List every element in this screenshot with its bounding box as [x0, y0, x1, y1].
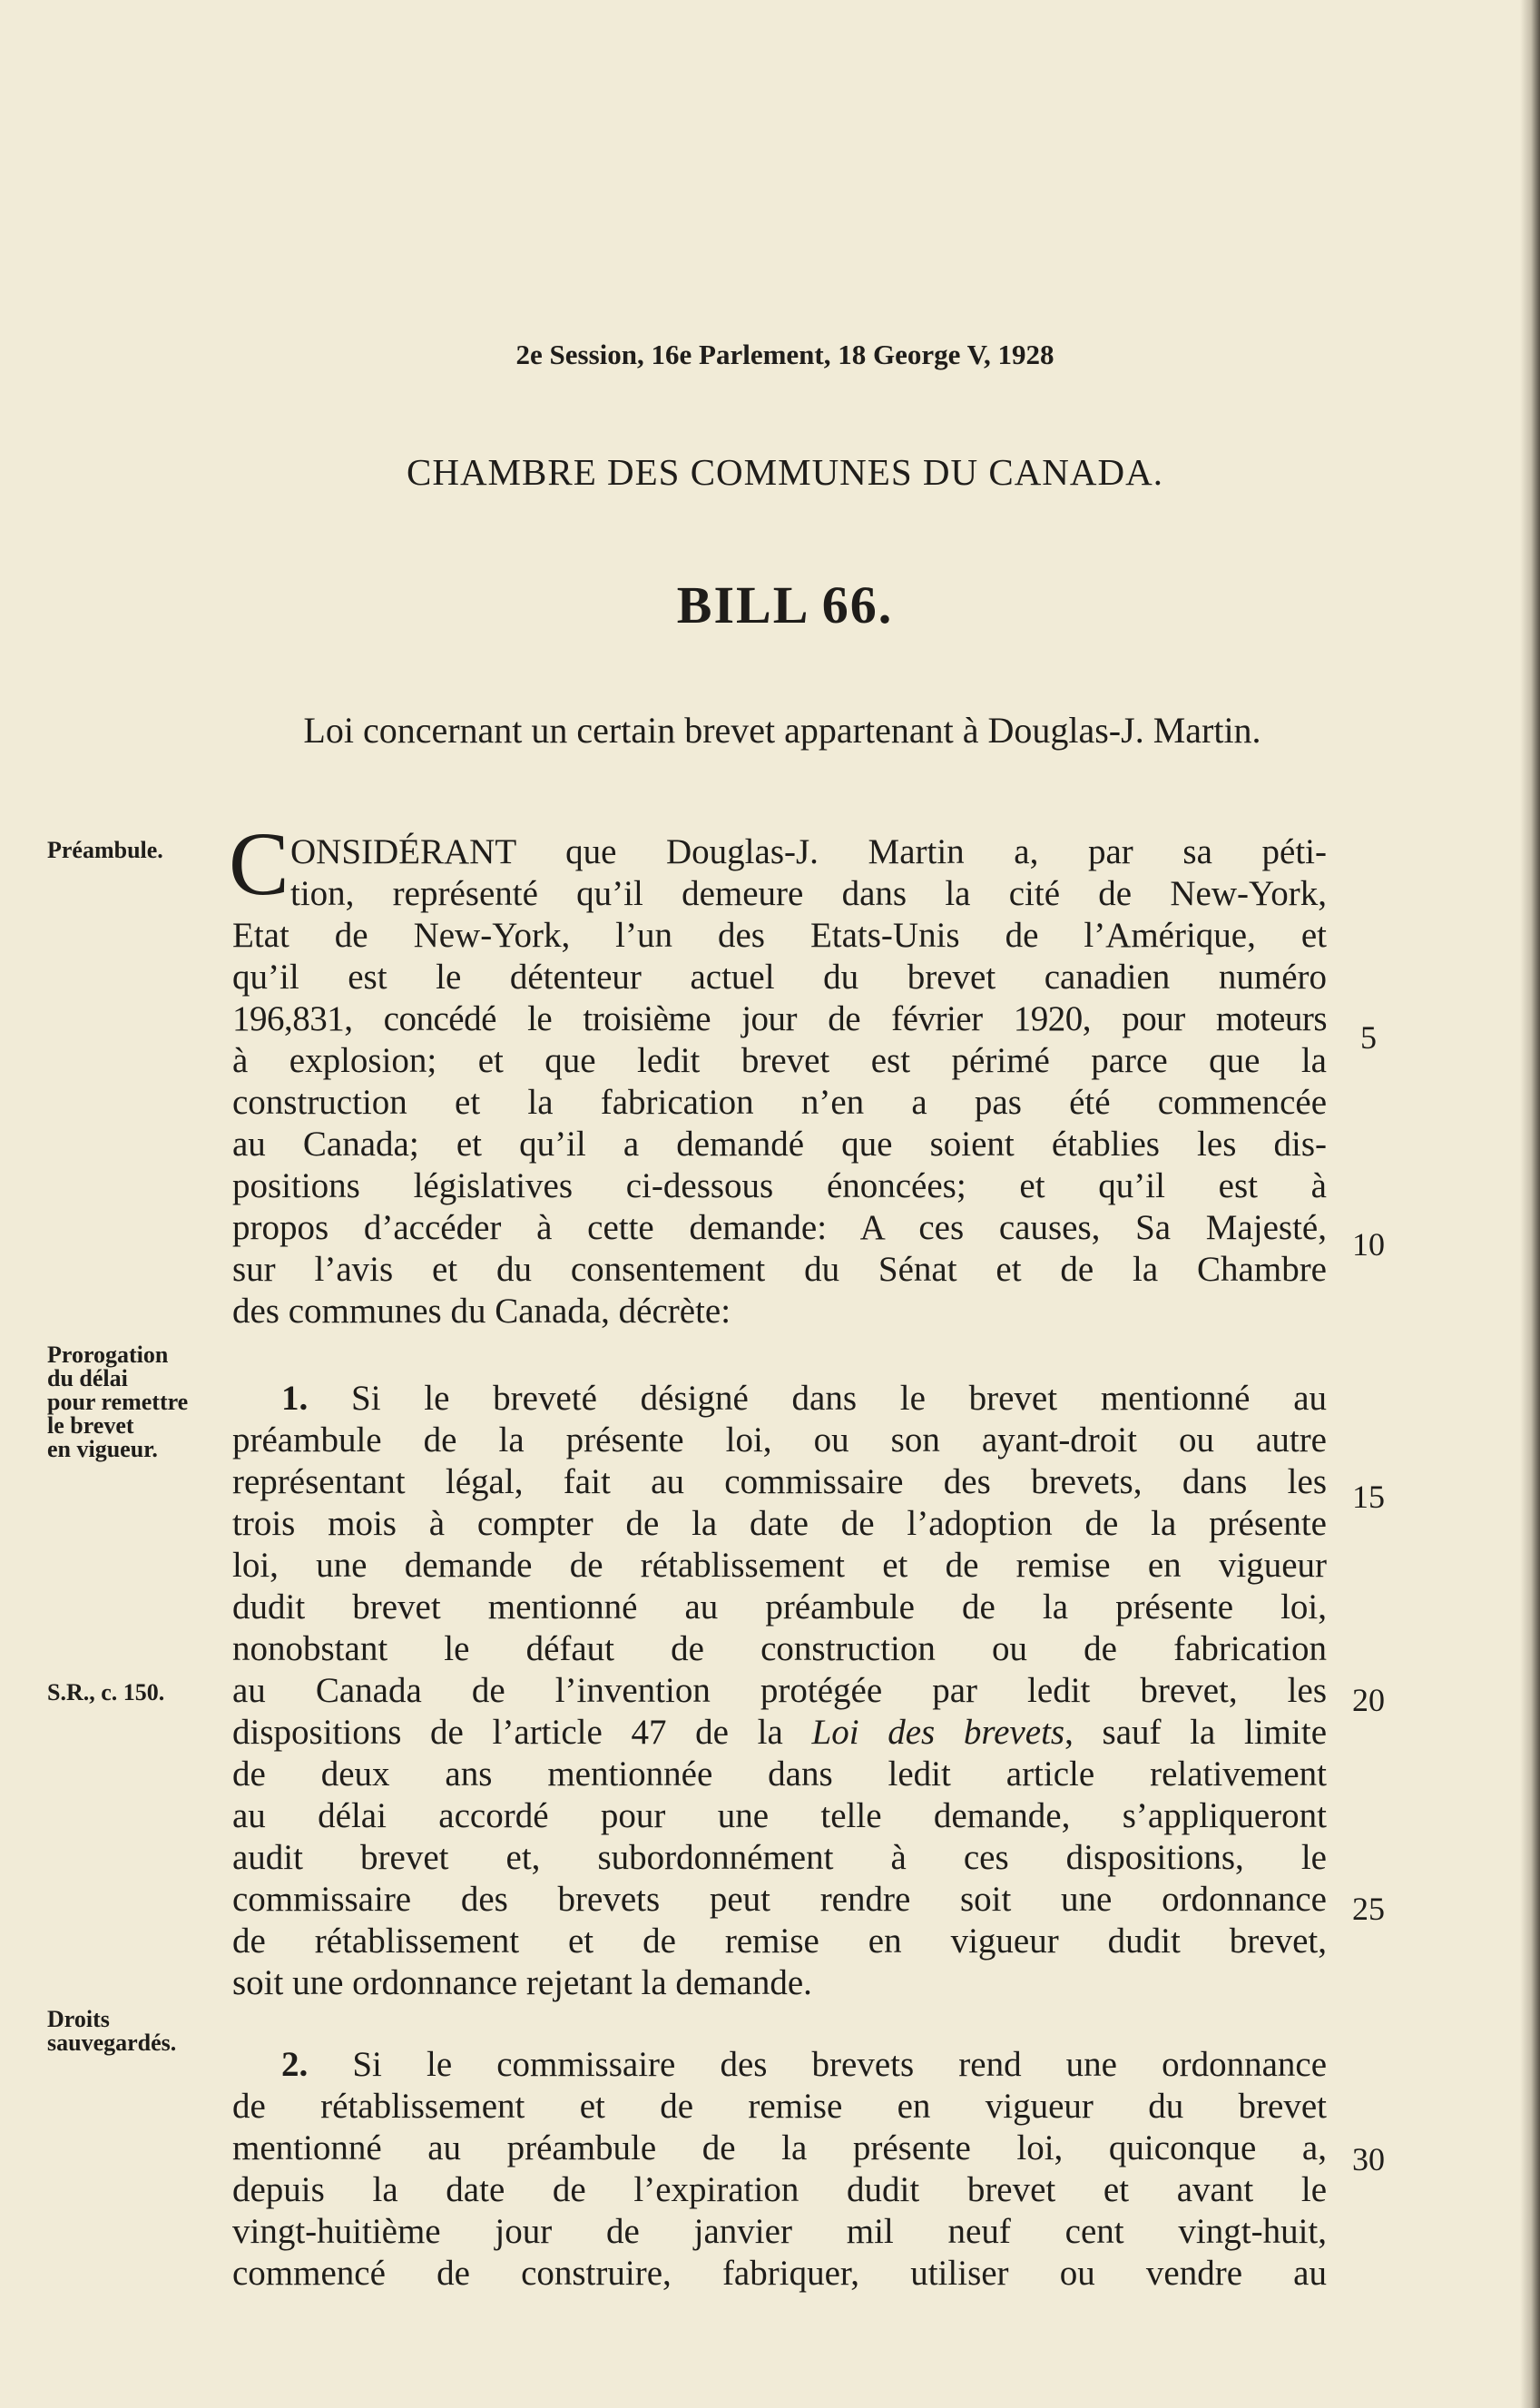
- text-run: dispositions de l’article 47 de la: [232, 1713, 812, 1752]
- margin-note-line: en vigueur.: [47, 1436, 158, 1462]
- section-number: 1.: [281, 1379, 309, 1418]
- line-number: 5: [1360, 1019, 1377, 1056]
- act-title: Loi des brevets: [811, 1713, 1065, 1752]
- bill-subject: Loi concernant un certain brevet appartenant à Douglas-J. Martin.: [303, 710, 1261, 751]
- margin-note-line: pour remettre: [47, 1389, 189, 1415]
- house-heading: CHAMBRE DES COMMUNES DU CANADA.: [406, 451, 1163, 493]
- bill-title: BILL 66.: [676, 575, 894, 634]
- section2-line: depuis la date de l’expiration dudit brevet et avant le: [232, 2170, 1327, 2209]
- margin-note-line: sauvegardés.: [47, 2030, 177, 2056]
- section1-line: de deux ans mentionnée dans ledit article relativement: [232, 1754, 1327, 1794]
- margin-note-line: le brevet: [47, 1412, 134, 1439]
- section2-first-line: [281, 2044, 1327, 2085]
- section-text: Si le breveté désigné dans le brevet mentionné au: [351, 1379, 1327, 1418]
- section1-line: de rétablissement et de remise en vigueur dudit brevet,: [232, 1921, 1327, 1961]
- section1-line-italic: [232, 1712, 1327, 1753]
- preamble-line: Etat de New-York, l’un des Etats-Unis de l’Amérique, et: [232, 916, 1327, 955]
- section1-line: trois mois à compter de la date de l’adoption de la présente: [232, 1504, 1327, 1543]
- section1-line: commissaire des brevets peut rendre soit une ordonnance: [232, 1880, 1327, 1919]
- section1-line: loi, une demande de rétablissement et de remise en vigueur: [232, 1546, 1327, 1585]
- preamble-line: construction et la fabrication n’en a pas été commencée: [232, 1083, 1327, 1122]
- section1-line: au délai accordé pour une telle demande, s’appliqueront: [232, 1796, 1327, 1835]
- preamble-line: ONSIDÉRANT que Douglas-J. Martin a, par sa péti-: [290, 832, 1327, 871]
- preamble-line: tion, représenté qu’il demeure dans la cité de New-York,: [290, 874, 1327, 913]
- text-run: , sauf la limite: [1064, 1713, 1327, 1752]
- session-heading: 2e Session, 16e Parlement, 18 George V, 1928: [515, 339, 1054, 370]
- preamble-line: au Canada; et qu’il a demandé que soient établies les dis-: [232, 1125, 1327, 1164]
- margin-note-rights: [47, 2008, 176, 2055]
- section1-line: préambule de la présente loi, ou son ayant-droit ou autre: [232, 1420, 1327, 1460]
- preamble-line: 196,831, concédé le troisième jour de février 1920, pour moteurs: [232, 999, 1327, 1038]
- section1-first-line: [281, 1378, 1327, 1419]
- margin-note-prorogation: [47, 1343, 188, 1461]
- preamble-line: des communes du Canada, décrète:: [232, 1292, 731, 1331]
- section-number: 2.: [281, 2045, 309, 2084]
- section1-line: soit une ordonnance rejetant la demande.: [232, 1963, 812, 2002]
- line-number: 25: [1352, 1891, 1385, 1927]
- section1-line: nonobstant le défaut de construction ou de fabrication: [232, 1629, 1327, 1668]
- section2-line: mentionné au préambule de la présente loi, quiconque a,: [232, 2128, 1327, 2167]
- margin-note-line: Droits: [47, 2006, 110, 2032]
- preamble-line: sur l’avis et du consentement du Sénat et de la Chambre: [232, 1250, 1327, 1289]
- margin-note-line: Prorogation: [47, 1342, 169, 1368]
- margin-note-statute: S.R., c. 150.: [47, 1679, 165, 1705]
- line-number: 15: [1352, 1479, 1385, 1515]
- section2-line: vingt-huitième jour de janvier mil neuf cent vingt-huit,: [232, 2212, 1327, 2251]
- preamble-line: qu’il est le détenteur actuel du brevet canadien numéro: [232, 958, 1327, 997]
- section-text: Si le commissaire des brevets rend une ordonnance: [352, 2045, 1328, 2084]
- margin-note-line: du délai: [47, 1365, 128, 1391]
- section1-line: audit brevet et, subordonnément à ces dispositions, le: [232, 1838, 1327, 1877]
- section2-line: commencé de construire, fabriquer, utiliser ou vendre au: [232, 2254, 1327, 2293]
- section1-line: dudit brevet mentionné au préambule de la présente loi,: [232, 1587, 1327, 1627]
- drop-cap: C: [229, 813, 289, 914]
- preamble-line: positions législatives ci-dessous énoncées; et qu’il est à: [232, 1166, 1327, 1205]
- margin-note-preamble: Préambule.: [47, 837, 163, 863]
- line-number: 30: [1352, 2141, 1385, 2177]
- preamble-line: propos d’accéder à cette demande: A ces causes, Sa Majesté,: [232, 1208, 1327, 1247]
- preamble-line: à explosion; et que ledit brevet est périmé parce que la: [232, 1041, 1327, 1080]
- section2-line: de rétablissement et de remise en vigueur du brevet: [232, 2087, 1327, 2126]
- line-number: 10: [1352, 1226, 1385, 1263]
- section1-line: représentant légal, fait au commissaire des brevets, dans les: [232, 1462, 1327, 1501]
- section1-line: au Canada de l’invention protégée par ledit brevet, les: [232, 1671, 1327, 1710]
- line-number: 20: [1352, 1682, 1385, 1718]
